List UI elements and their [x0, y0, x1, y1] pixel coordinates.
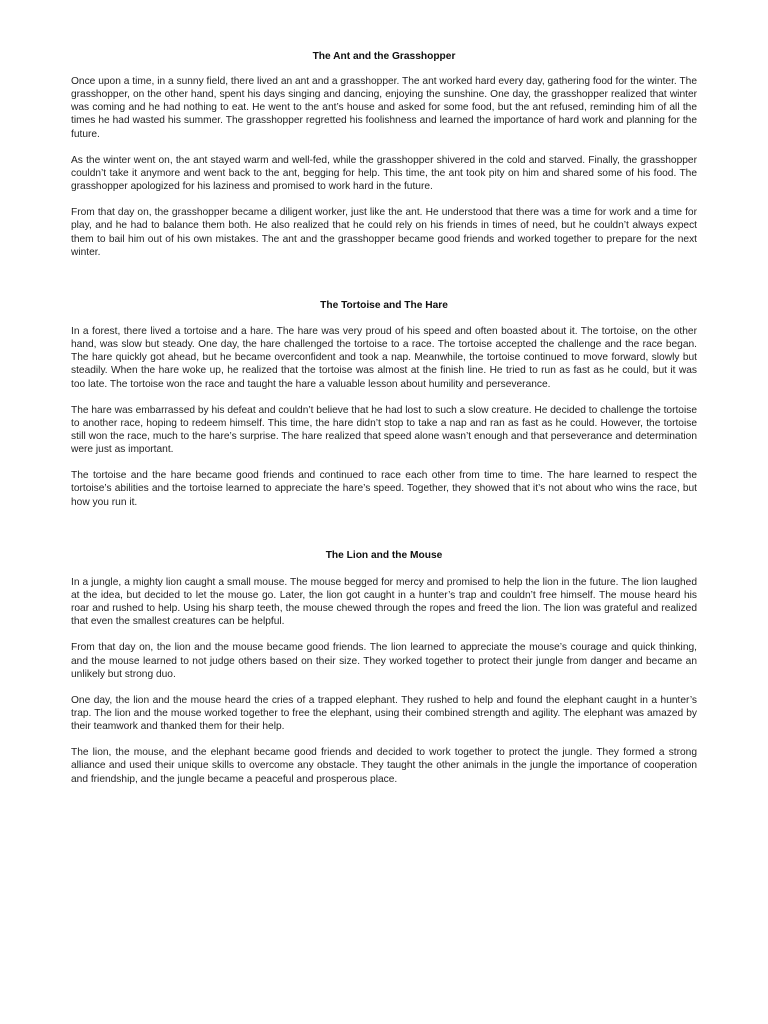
story-title: The Ant and the Grasshopper	[312, 51, 456, 62]
story-paragraph: Once upon a time, in a sunny field, there lived an ant and a grasshopper. The ant worked hard every day, gathering food for the winter. The grasshopper, on the other hand, spent his days singing and dancing, enjoying the sunshine. One day, the grasshopper realized that winter was coming and he had nothing to eat. He went to the ant’s house and asked for some food, but the ant refused, reminding him of all the times he had wasted his summer. The grasshopper regretted his foolishness and learned the importance of hard work and planning for the future.	[71, 76, 697, 140]
story-paragraph: The hare was embarrassed by his defeat and couldn’t believe that he had lost to such a slow creature. He decided to challenge the tortoise to another race, hoping to redeem himself. This time, the hare didn’t stop to take a nap and ran as fast as he could. However, the tortoise still won the race, much to the hare’s surprise. The hare realized that speed alone wasn’t enough and that perseverance and determination were just as important.	[71, 404, 697, 456]
story-paragraph: The lion, the mouse, and the elephant became good friends and decided to work together to protect the jungle. They formed a strong alliance and used their unique skills to overcome any obstacle. They taught the other animals in the jungle the importance of cooperation and friendship, and the jungle became a peaceful and prosperous place.	[71, 747, 697, 785]
story-paragraph: In a forest, there lived a tortoise and a hare. The hare was very proud of his speed and often boasted about it. The tortoise, on the other hand, was slow but steady. One day, the hare challenged the tortoise to a race. The tortoise accepted the challenge and the race began. The hare quickly got ahead, but he became overconfident and took a nap. Meanwhile, the tortoise continued to move forward, slowly but steadily. When the hare woke up, he realized that the tortoise was almost at the finish line. He tried to run as fast as he could, but it was too late. The tortoise won the race and taught the hare a valuable lesson about humility and perseverance.	[71, 325, 697, 390]
story-paragraph: The tortoise and the hare became good friends and continued to race each other from time to time. The hare learned to respect the tortoise’s abilities and the tortoise learned to appreciate the hare’s speed. Together, they showed that it’s not about who wins the race, but how you run it.	[71, 470, 697, 508]
story-paragraph: One day, the lion and the mouse heard the cries of a trapped elephant. They rushed to help and found the elephant caught in a hunter’s trap. The lion and the mouse worked together to free the elephant, using their combined strength and agility. The elephant was amazed by their teamwork and thanked them for their help.	[71, 694, 697, 733]
story-tortoise-hare	[71, 299, 697, 509]
story-title: The Tortoise and The Hare	[320, 299, 448, 311]
story-ant-grasshopper	[71, 50, 697, 259]
story-paragraph: From that day on, the grasshopper became a diligent worker, just like the ant. He understood that there was a time for work and a time for play, and he had to balance them both. He also realized that he could rely on his friends in times of need, but he couldn’t always expect them to bail him out of his own mistakes. The ant and the grasshopper became good friends and worked together to prepare for the next winter.	[71, 207, 697, 258]
story-paragraph: From that day on, the lion and the mouse became good friends. The lion learned to appreciate the mouse’s courage and quick thinking, and the mouse learned to not judge others based on their size. They worked together to protect their jungle from danger and became an unlikely but strong duo.	[71, 642, 697, 680]
document-page	[71, 50, 697, 799]
story-paragraph: As the winter went on, the ant stayed warm and well-fed, while the grasshopper shivered in the cold and starved. Finally, the grasshopper couldn’t take it anymore and went back to the ant, begging for help. This time, the ant took pity on him and shared some of his food. The grasshopper apologized for his laziness and promised to work hard in the future.	[71, 154, 697, 193]
story-title: The Lion and the Mouse	[325, 549, 443, 561]
story-paragraph: In a jungle, a mighty lion caught a small mouse. The mouse begged for mercy and promised to help the lion in the future. The lion laughed at the idea, but decided to let the mouse go. Later, the lion got caught in a hunter’s trap and couldn’t free himself. The mouse heard his roar and rushed to help. Using his sharp teeth, the mouse chewed through the ropes and freed the lion. The lion was grateful and realized that even the smallest creatures can be helpful.	[71, 576, 697, 628]
story-lion-mouse	[71, 549, 697, 786]
